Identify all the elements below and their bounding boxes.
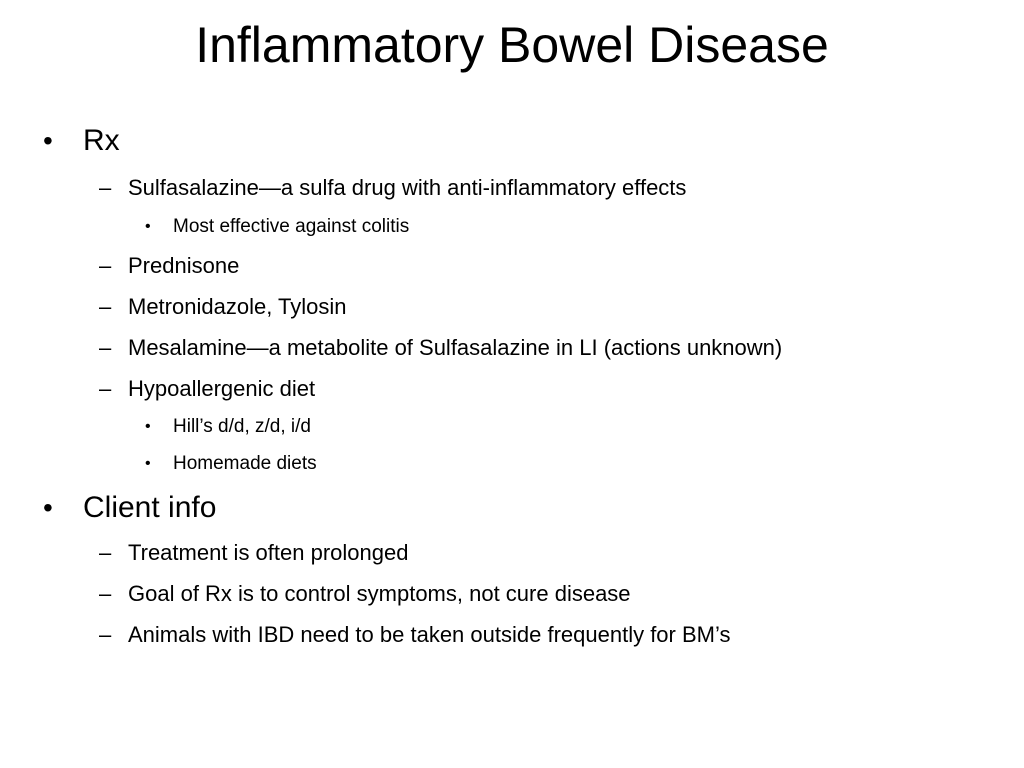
dash-marker: –: [99, 376, 112, 401]
sub-bullet-goal: [99, 581, 631, 607]
sub-bullet-text: Goal of Rx is to control symptoms, not cure disease: [128, 581, 631, 606]
sub-bullet-sulfasalazine: [99, 175, 687, 201]
bullet-text: Client info: [83, 491, 217, 524]
sub-bullet-text: Prednisone: [128, 253, 240, 278]
sub-bullet-text: Metronidazole, Tylosin: [128, 294, 347, 319]
dash-marker: –: [99, 540, 112, 565]
sub-bullet-animals: [99, 622, 731, 648]
bullet-marker: •: [145, 218, 151, 235]
sub-sub-bullet-colitis: [145, 216, 410, 238]
dash-marker: –: [99, 581, 112, 606]
dash-marker: –: [99, 175, 112, 200]
bullet-marker: •: [145, 455, 151, 472]
sub-bullet-mesalamine: [99, 335, 783, 361]
sub-bullet-hypoallergenic-diet: [99, 376, 316, 402]
sub-bullet-text: Mesalamine—a metabolite of Sulfasalazine in LI (actions unknown): [128, 335, 783, 360]
sub-bullet-text: Treatment is often prolonged: [128, 540, 409, 565]
sub-sub-bullet-text: Homemade diets: [173, 453, 317, 474]
sub-bullet-text: Hypoallergenic diet: [128, 376, 316, 401]
bullet-marker: •: [43, 492, 53, 523]
dash-marker: –: [99, 335, 112, 360]
dash-marker: –: [99, 253, 112, 278]
bullet-rx: [43, 124, 120, 158]
slide-title: Inflammatory Bowel Disease: [195, 17, 829, 73]
sub-bullet-text: Sulfasalazine—a sulfa drug with anti-inflammatory effects: [128, 175, 687, 200]
dash-marker: –: [99, 622, 112, 647]
sub-bullet-treatment: [99, 540, 409, 566]
sub-bullet-prednisone: [99, 253, 240, 279]
dash-marker: –: [99, 294, 112, 319]
sub-bullet-metronidazole: [99, 294, 347, 320]
bullet-marker: •: [43, 125, 53, 156]
bullet-marker: •: [145, 418, 151, 435]
bullet-client-info: [43, 491, 217, 525]
sub-sub-bullet-homemade: [145, 453, 317, 475]
sub-sub-bullet-text: Hill’s d/d, z/d, i/d: [173, 416, 311, 437]
sub-bullet-text: Animals with IBD need to be taken outside frequently for BM’s: [128, 622, 731, 647]
sub-sub-bullet-hills: [145, 416, 311, 438]
sub-sub-bullet-text: Most effective against colitis: [173, 216, 410, 237]
bullet-text: Rx: [83, 124, 120, 157]
